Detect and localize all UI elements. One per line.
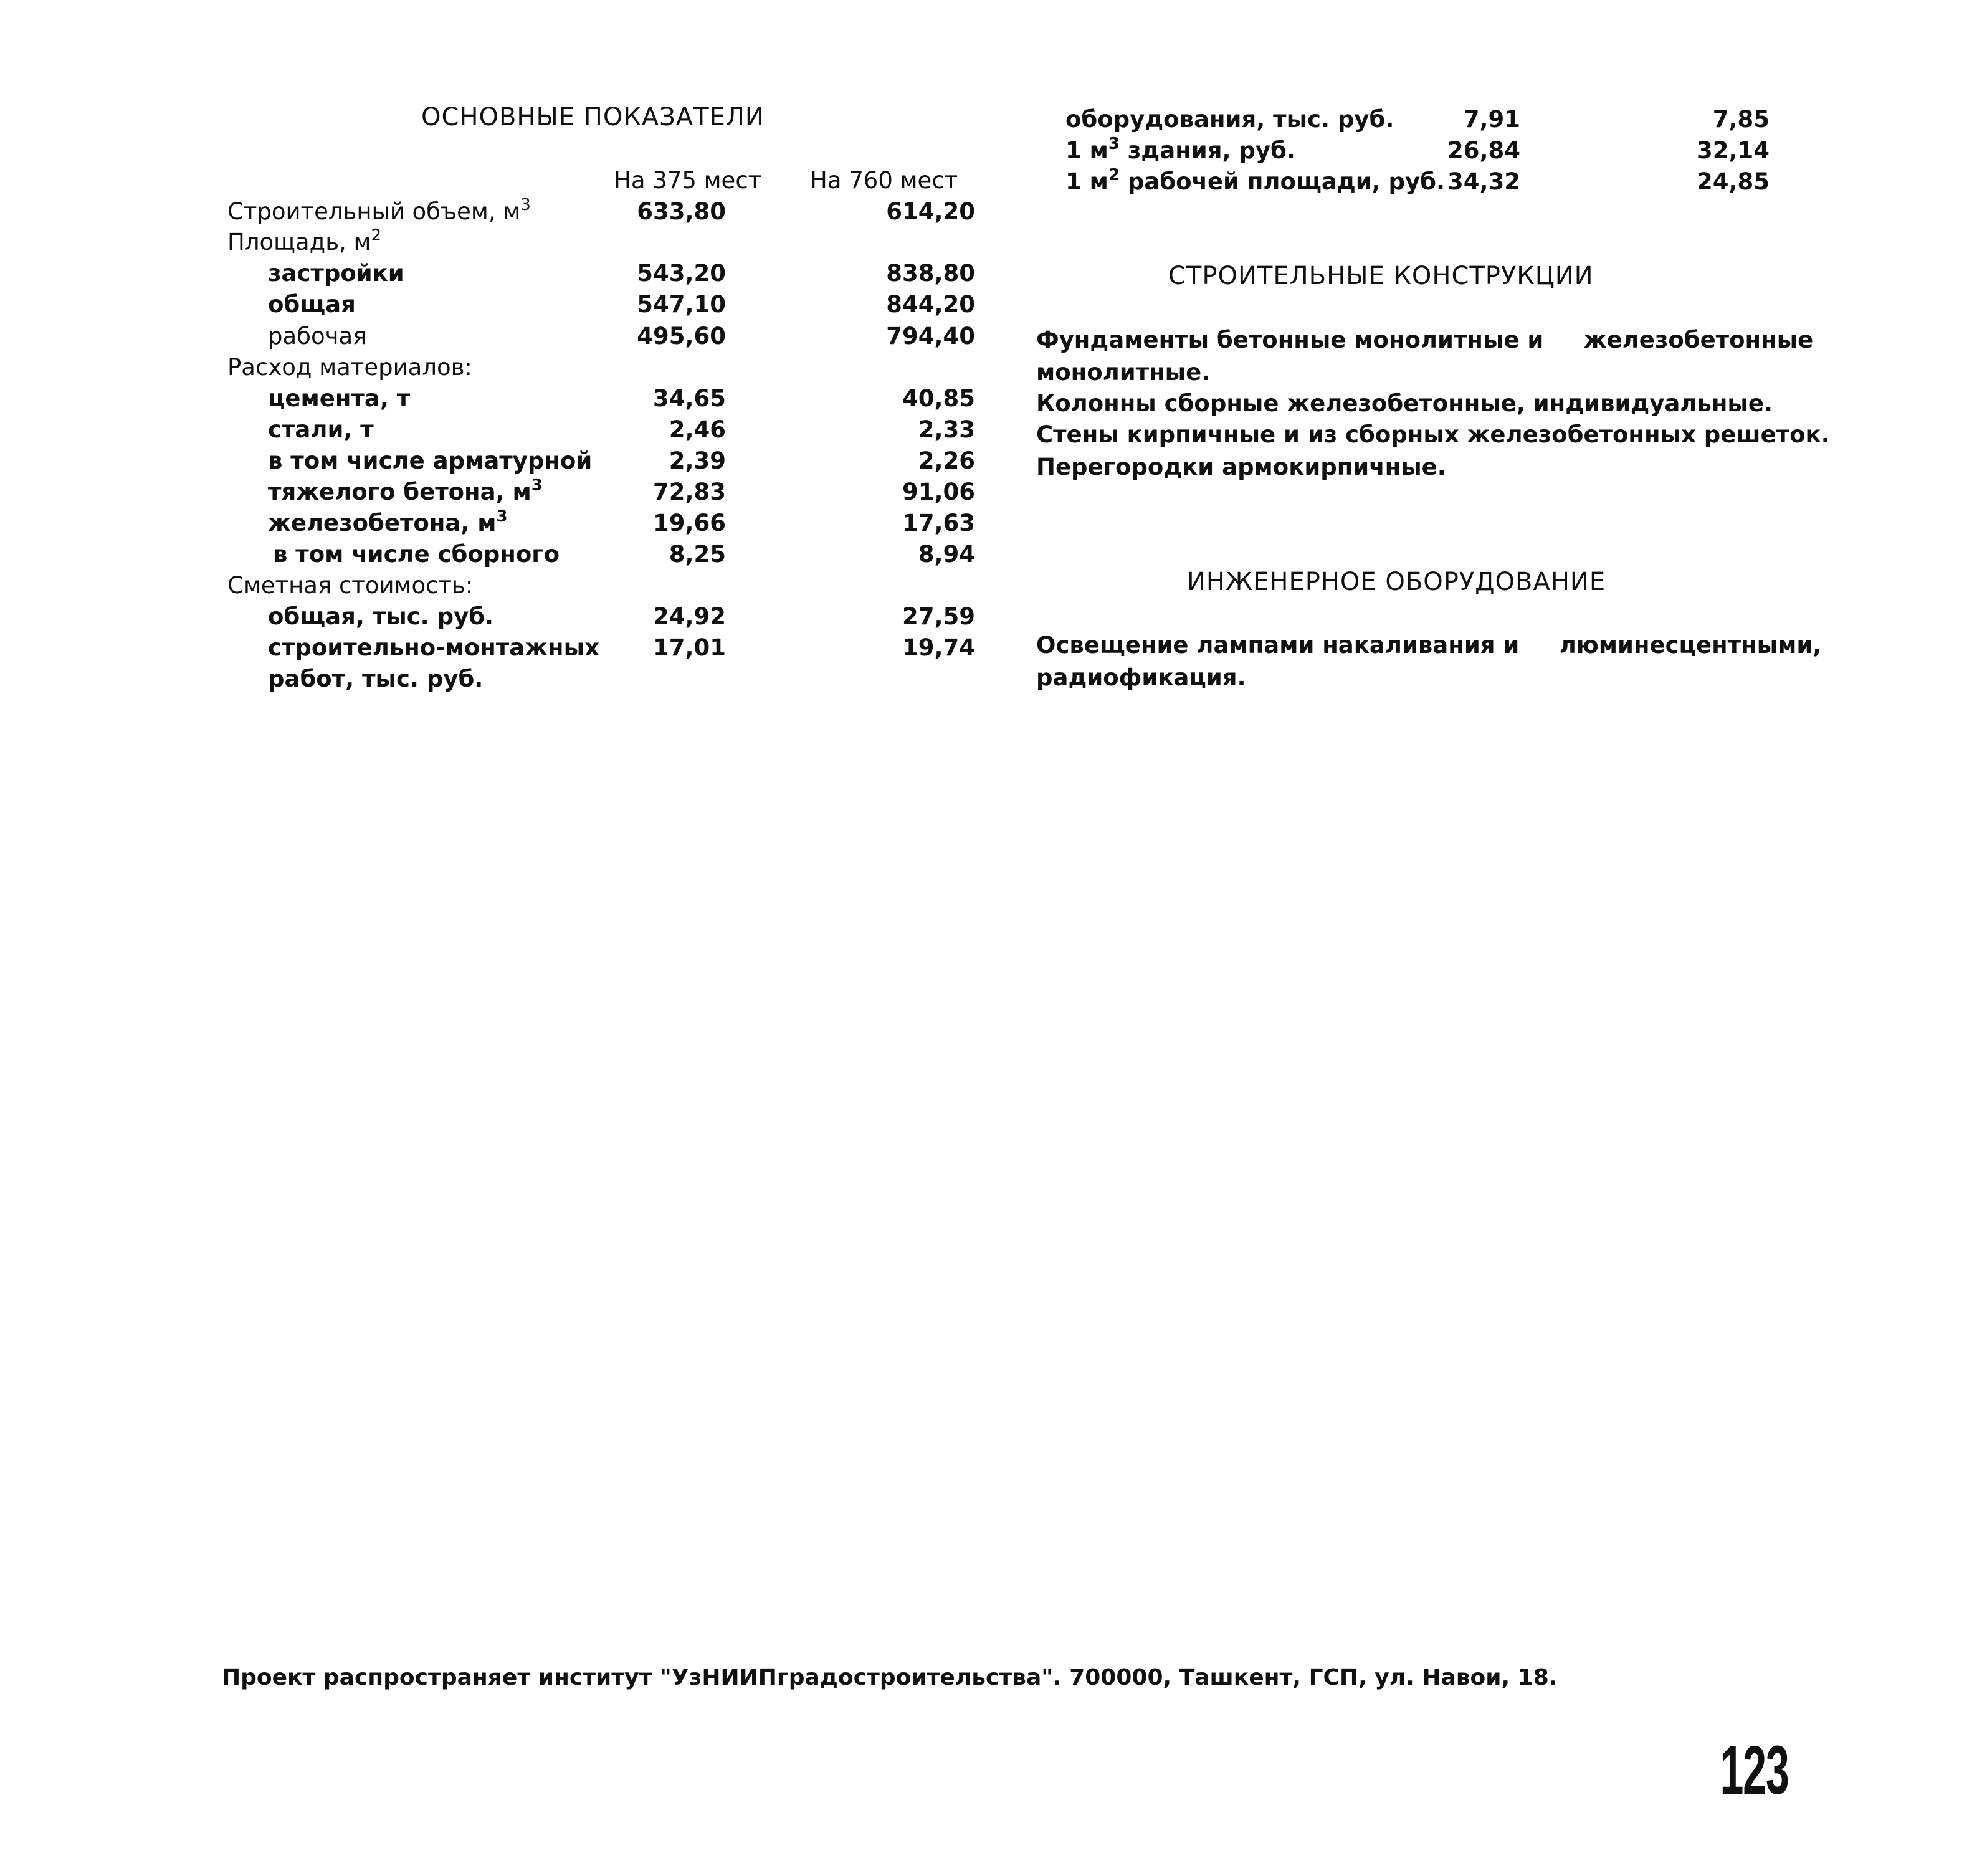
unit-exponent: 3: [496, 507, 508, 526]
value-760: 17,63: [902, 510, 975, 536]
indicator-label: [268, 416, 374, 443]
value-375: 34,65: [652, 385, 726, 412]
constructions-line-1: Фундаменты бетонные монолитные и железобетонные: [1036, 326, 1814, 353]
value-760: 91,06: [902, 479, 975, 505]
constructions-line-2: монолитные.: [1036, 359, 1211, 386]
indicator-label: [268, 507, 508, 536]
indicator-label-text: Площадь, м: [227, 229, 371, 255]
unit-exponent: 2: [1108, 165, 1120, 184]
indicator-label-text: Строительный объем, м: [227, 198, 521, 225]
value-375: 24,92: [652, 603, 726, 630]
value-760: 8,94: [918, 541, 975, 568]
indicator-label-text: цемента, т: [268, 385, 411, 412]
value-375: 547,10: [637, 291, 726, 318]
indicator-label-text: Сметная стоимость:: [227, 572, 474, 599]
indicator-label-text: общая, тыс. руб.: [268, 603, 494, 630]
indicator-label: [273, 541, 560, 568]
indicator-label: [227, 354, 472, 381]
indicator-label-text: железобетона, м: [268, 510, 497, 536]
indicator-label: [268, 634, 599, 661]
cost-value-375: 7,91: [1463, 106, 1520, 133]
cost-row-label-suffix: здания, руб.: [1119, 137, 1295, 164]
value-760: 614,20: [886, 198, 975, 225]
value-375: 633,80: [637, 198, 726, 225]
indicator-label-text: стали, т: [268, 416, 374, 443]
value-375: 19,66: [652, 510, 726, 536]
page-number: 123: [1720, 1732, 1789, 1809]
indicator-label-text: общая: [268, 291, 356, 318]
indicator-label-text: в том числе арматурной: [268, 447, 593, 474]
value-375: 2,39: [669, 447, 726, 474]
cost-value-760: 32,14: [1696, 137, 1770, 164]
cost-row-label: [1065, 134, 1295, 164]
cost-value-760: 24,85: [1696, 168, 1770, 195]
indicator-label-text: работ, тыс. руб.: [268, 665, 484, 692]
unit-exponent: 3: [531, 475, 543, 495]
value-375: 495,60: [637, 323, 726, 350]
equipment-heading: ИНЖЕНЕРНОЕ ОБОРУДОВАНИЕ: [1187, 568, 1606, 596]
value-375: 543,20: [637, 260, 726, 287]
value-760: 19,74: [902, 634, 975, 661]
indicator-label-text: тяжелого бетона, м: [268, 479, 531, 505]
cost-row-label: [1065, 165, 1446, 195]
cost-row-label-prefix: 1 м: [1065, 137, 1108, 164]
unit-exponent: 3: [1108, 134, 1120, 153]
indicator-label: [268, 323, 366, 350]
cost-value-375: 34,32: [1447, 168, 1520, 195]
indicator-label-text: застройки: [268, 260, 404, 287]
value-760: 40,85: [902, 385, 975, 412]
indicator-label: [268, 260, 404, 287]
value-760: 27,59: [902, 603, 975, 630]
column-header-760: На 760 мест: [810, 167, 958, 194]
cost-value-375: 26,84: [1447, 137, 1520, 164]
value-375: 72,83: [652, 479, 726, 505]
value-760: 838,80: [886, 260, 975, 287]
indicator-label: [268, 665, 483, 692]
unit-exponent: 3: [520, 195, 531, 214]
constructions-line-4: Стены кирпичные и из сборных железобетонных решеток.: [1036, 421, 1830, 448]
distribution-note: Проект распространяет институт "УзНИИПградостроительства". 700000, Ташкент, ГСП, ул. Навои, 18.: [222, 1665, 1558, 1690]
value-760: 2,26: [918, 447, 975, 474]
cost-row-label-prefix: 1 м: [1065, 168, 1108, 195]
indicator-label: [268, 291, 356, 318]
cost-row-label-suffix: рабочей площади, руб.: [1119, 168, 1446, 195]
main-indicators-heading: ОСНОВНЫЕ ПОКАЗАТЕЛИ: [421, 103, 765, 131]
indicator-label-text: Расход материалов:: [227, 354, 472, 381]
indicator-label-text: в том числе сборного: [273, 541, 560, 568]
indicator-label: [227, 195, 531, 225]
equipment-line-1: Освещение лампами накаливания и люминесцентными,: [1036, 632, 1822, 659]
value-375: 2,46: [669, 416, 726, 443]
value-760: 2,33: [918, 416, 975, 443]
value-760: 794,40: [886, 323, 975, 350]
cost-row-label-text: оборудования, тыс. руб.: [1065, 106, 1394, 133]
indicator-label: [268, 603, 493, 630]
indicator-label-text: строительно-монтажных: [268, 634, 599, 661]
constructions-line-3: Колонны сборные железобетонные, индивидуальные.: [1036, 390, 1773, 417]
indicator-label: [268, 475, 543, 505]
indicator-label: [227, 572, 473, 599]
cost-row-label: [1065, 106, 1394, 133]
equipment-line-2: радиофикация.: [1036, 664, 1246, 691]
indicator-label-text: рабочая: [268, 323, 367, 350]
indicator-label: [268, 447, 592, 474]
value-760: 844,20: [886, 291, 975, 318]
indicator-label: [268, 385, 410, 412]
constructions-line-5: Перегородки армокирпичные.: [1036, 454, 1446, 480]
unit-exponent: 2: [371, 226, 382, 245]
value-375: 17,01: [652, 634, 726, 661]
constructions-heading: СТРОИТЕЛЬНЫЕ КОНСТРУКЦИИ: [1168, 262, 1594, 290]
column-header-375: На 375 мест: [614, 167, 762, 194]
value-375: 8,25: [669, 541, 726, 568]
indicator-label: [227, 226, 382, 255]
cost-value-760: 7,85: [1712, 106, 1770, 133]
